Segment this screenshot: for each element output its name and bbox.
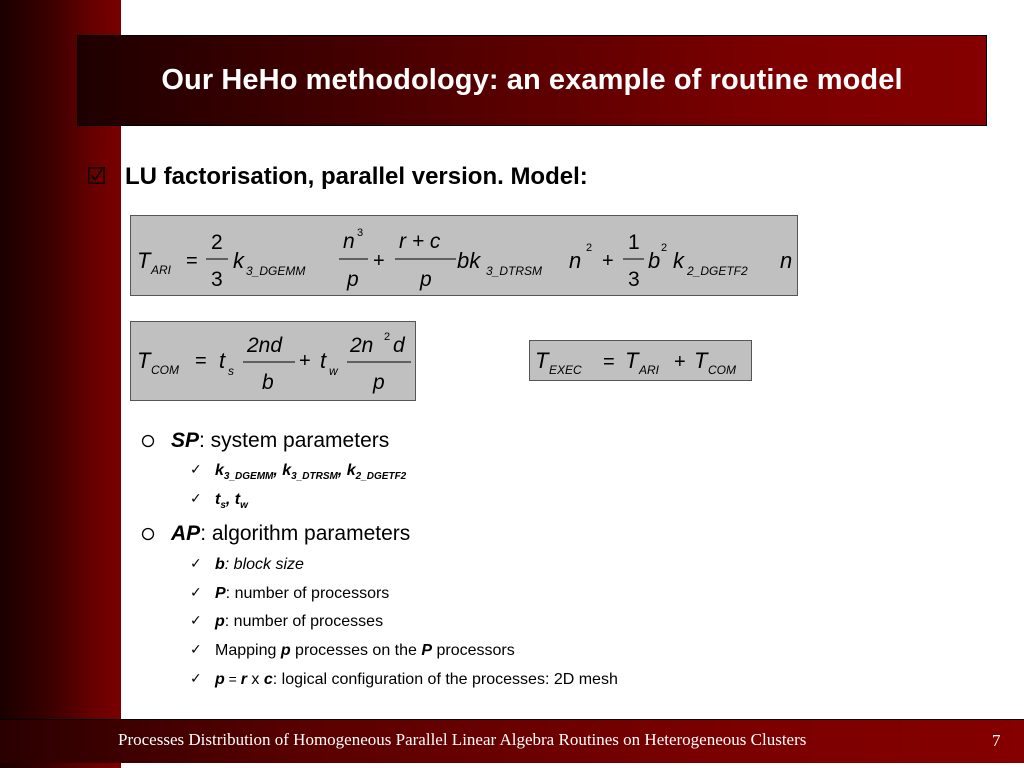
n-var: n [569, 248, 582, 273]
checkmark-icon: ✓ [190, 671, 202, 687]
frac2-num: n [343, 230, 355, 253]
frac2-den: p [373, 371, 385, 394]
b-sup: 2 [661, 242, 668, 254]
checkmark-icon: ✓ [190, 462, 202, 478]
checkmark-icon: ✓ [190, 642, 202, 658]
plus: + [299, 350, 311, 372]
tw-var: t [320, 348, 327, 373]
ts-sub: s [228, 364, 234, 378]
checkmark-icon: ✓ [190, 491, 202, 507]
frac2-den: p [347, 268, 359, 291]
checkmark-icon: ✓ [190, 556, 202, 572]
eq-equals: = [195, 350, 207, 372]
footer-text: Processes Distribution of Homogeneous Parallel Linear Algebra Routines on Heterogeneous Clusters [118, 730, 807, 749]
t-ari-sub: ARI [639, 363, 660, 377]
frac4-num: 1 [628, 231, 640, 254]
frac2-sup: 2 [384, 331, 391, 343]
eq-equals: = [603, 351, 615, 373]
frac2-sup: 3 [357, 227, 364, 239]
plus: + [674, 351, 686, 373]
frac4-den: 3 [628, 268, 640, 291]
t-com-var: T [694, 348, 708, 373]
sp-label: SP [171, 429, 200, 452]
checkmark-icon: ✓ [190, 585, 202, 601]
frac1-den: b [262, 371, 274, 394]
eq-lhs-sub: COM [151, 363, 179, 377]
frac1-num: 2 [211, 231, 223, 254]
eq-lhs: T [137, 248, 151, 273]
n-sup: 2 [586, 242, 593, 254]
eq-equals: = [186, 250, 198, 272]
t-com-sub: COM [708, 363, 736, 377]
bk-sub: 3_DTRSM [486, 264, 543, 278]
page-title: Our HeHo methodology: an example of routine model [161, 64, 903, 96]
frac1-den: 3 [211, 268, 223, 291]
ts-var: t [219, 348, 226, 373]
frac3-den: p [420, 268, 432, 291]
frac2-num-post: d [393, 334, 405, 357]
circle-bullet-icon [140, 526, 156, 542]
n-var: n [780, 248, 793, 273]
frac2-num: 2n [350, 334, 374, 357]
subtitle: LU factorisation, parallel version. Model: [125, 163, 588, 190]
bk-var: bk [457, 248, 481, 273]
plus: + [373, 250, 385, 272]
k-var: k [673, 248, 684, 273]
equation-t-ari [130, 215, 798, 296]
k-sub: 3_DGEMM [246, 264, 306, 278]
tw-sub: w [329, 364, 338, 378]
t-ari-var: T [625, 348, 639, 373]
eq-lhs-sub: EXEC [549, 363, 582, 377]
frac3-num: r + c [399, 230, 441, 253]
title-bar [77, 35, 987, 126]
eq-lhs: T [535, 348, 549, 373]
plus: + [602, 250, 614, 272]
eq-lhs: T [137, 348, 151, 373]
ap-label: AP [171, 522, 201, 545]
frac1-num: 2nd [247, 334, 283, 357]
k-sub: 2_DGETF2 [687, 264, 748, 278]
circle-bullet-icon [140, 433, 156, 449]
ap-desc: : algorithm parameters [200, 522, 411, 545]
slide-number: 7 [992, 731, 1001, 750]
equation-t-com [130, 321, 416, 401]
sp-desc: : system parameters [199, 429, 390, 452]
b-var: b [648, 248, 661, 273]
checkbox-icon [88, 167, 105, 184]
checkmark-icon: ✓ [190, 613, 202, 629]
k-var: k [233, 248, 244, 273]
eq-lhs-sub: ARI [151, 263, 172, 277]
equation-t-exec [529, 340, 752, 381]
